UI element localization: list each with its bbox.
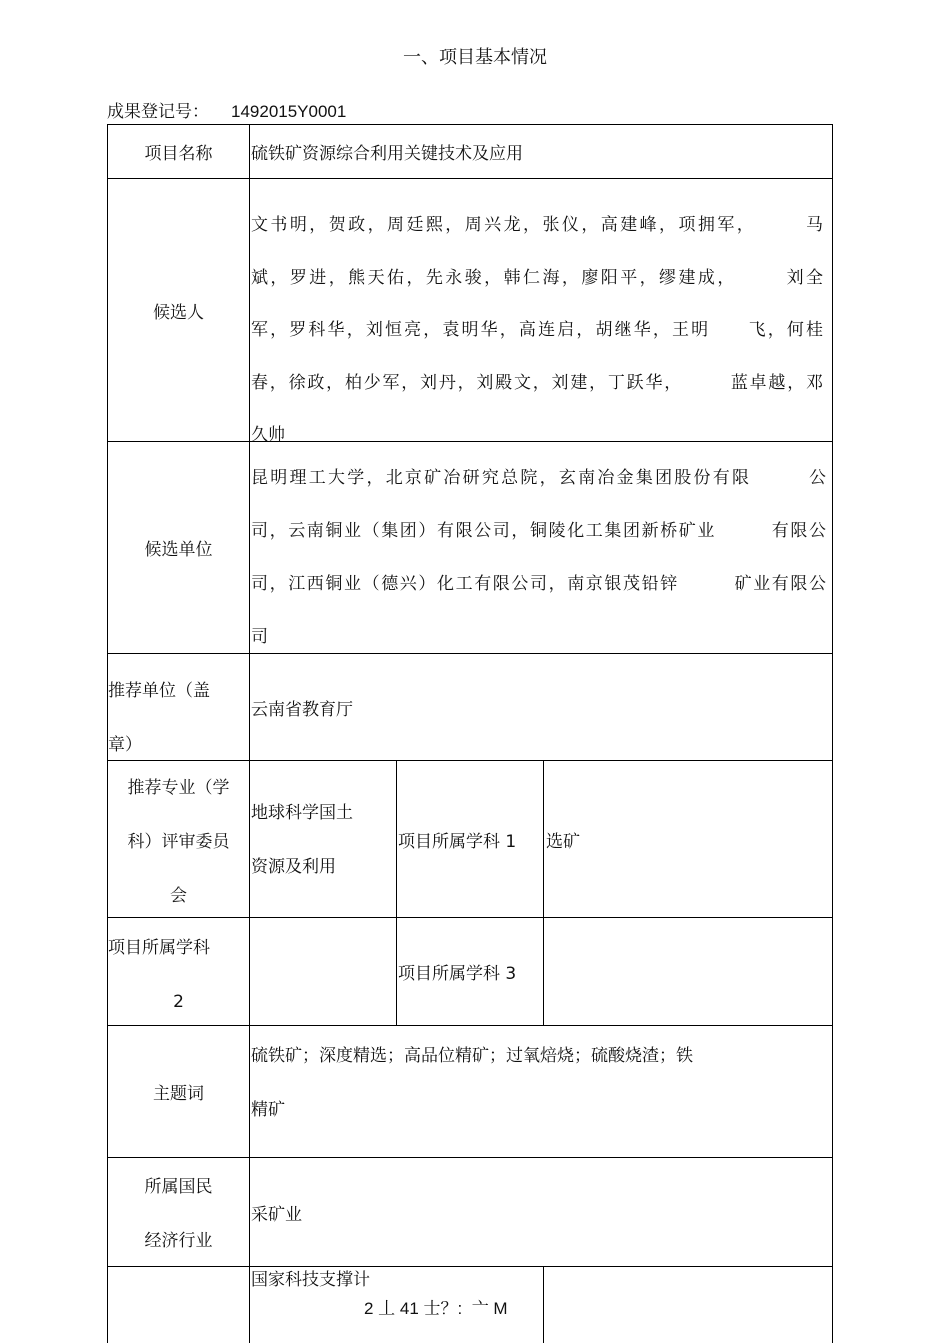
candidates-line: 斌，罗进，熊天佑，先永骏，韩仁海，廖阳平，缪建成， 刘全 [251, 267, 823, 288]
subject2-label-line: 2 [173, 992, 184, 1012]
industry-label [108, 1160, 249, 1268]
candidates-label: 候选人 [153, 302, 204, 323]
recommender-label-line: 推荐单位（盖 [108, 681, 210, 701]
units-line: 昆明理工大学，北京矿冶研究总院，玄南冶金集团股份有限 公 [251, 468, 826, 488]
committee-value-line: 资源及利用 [251, 857, 336, 877]
units-list [251, 452, 826, 664]
subject2-value [251, 918, 395, 1025]
recommender-label [108, 664, 249, 772]
page-title: 一、项目基本情况 [403, 47, 547, 68]
units-line: 司，江西铜业（德兴）化工有限公司，南京银茂铅锌 矿业有限公 [251, 574, 826, 594]
registration-number [107, 97, 346, 122]
committee-value-line: 地球科学国土 [251, 803, 353, 823]
subject3-label: 项目所属学科 3 [398, 964, 517, 984]
keywords-value [251, 1029, 826, 1137]
units-line: 司 [251, 627, 268, 647]
subject1-value: 选矿 [546, 831, 580, 852]
recommender-label-line: 章） [108, 735, 142, 755]
candidates-line: 久帅 [251, 425, 285, 445]
candidates-line: 军，罗科华，刘恒亮，袁明华，高连启，胡继华，王明 飞，何桂 [251, 320, 823, 340]
registration-label: 成果登记号： [107, 102, 209, 122]
industry-label-line: 经济行业 [144, 1231, 213, 1251]
keywords-line: 精矿 [251, 1100, 285, 1120]
subject3-value [546, 918, 831, 1025]
industry-label-line: 所属国民 [144, 1177, 213, 1197]
project-name-value: 硫铁矿资源综合利用关键技术及应用 [251, 144, 523, 164]
committee-value [251, 786, 395, 894]
committee-label [108, 761, 249, 923]
subject1-label: 项目所属学科 1 [398, 831, 517, 852]
registration-value: 1492015Y0001 [231, 102, 347, 121]
units-label: 候选单位 [144, 540, 213, 560]
units-line: 司，云南铜业（集团）有限公司，铜陵化工集团新桥矿业 有限公 [251, 521, 826, 541]
keywords-line: 硫铁矿；深度精选；高品位精矿；过氧焙烧；硫酸烧渣；铁 [251, 1046, 693, 1066]
industry-value: 采矿业 [251, 1204, 302, 1225]
last-row-line: 国家科技支撑计 [251, 1270, 370, 1290]
candidates-line: 文书明，贺政，周廷熙，周兴龙，张仪，高建峰，项拥军， 马 [251, 215, 823, 235]
subject2-label-line: 项目所属学科 [108, 938, 210, 958]
keywords-label: 主题词 [153, 1084, 204, 1104]
last-row-line: 2 丄 41 士？: 亠 M [364, 1299, 508, 1318]
last-row-text [251, 1268, 541, 1326]
subject2-label [108, 921, 249, 1029]
candidates-line: 春，徐政，柏少军，刘丹，刘殿文，刘建，丁跃华， 蓝卓越，邓 [251, 372, 823, 393]
committee-label-line: 会 [170, 886, 187, 906]
committee-label-line: 科）评审委员 [127, 832, 230, 852]
recommender-value: 云南省教育厅 [251, 699, 353, 720]
candidates-list [251, 199, 823, 462]
committee-label-line: 推荐专业（学 [127, 778, 230, 798]
project-name-label: 项目名称 [144, 144, 213, 164]
